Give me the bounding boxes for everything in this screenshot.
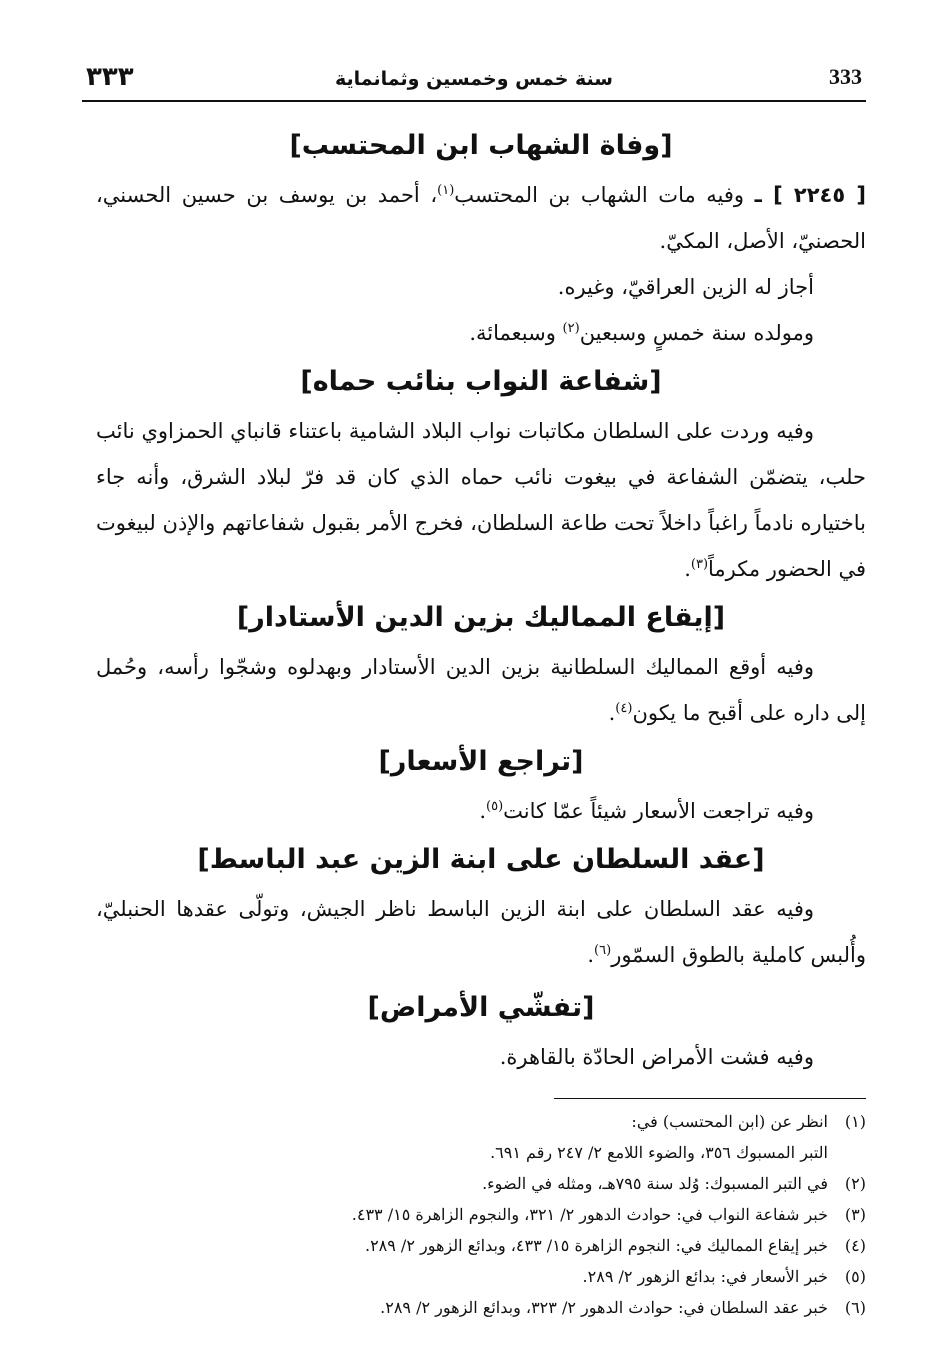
paragraph: أجاز له الزين العراقيّ، وغيره.	[557, 275, 814, 299]
entry-number: [ ٢٢٤٥ ] ـ	[754, 183, 866, 207]
footnote-ref: (٥)	[486, 799, 504, 814]
footnote-ref: (٣)	[690, 557, 709, 572]
section-heading: [تراجع الأسعار]	[378, 746, 584, 777]
footnote: (٥)خبر الأسعار في: بدائع الزهور ٢/ ٢٨٩.	[96, 1261, 866, 1292]
footnote-continuation: التبر المسبوك ٣٥٦، والضوء اللامع ٢/ ٢٤٧ رقم ٦٩١.	[490, 1143, 828, 1162]
section-heading: [شفاعة النواب بنائب حماه]	[300, 366, 662, 397]
footnote-ref: (٢)	[562, 321, 580, 336]
footnote-mark: (١)	[844, 1112, 866, 1131]
section-heading: [إيقاع المماليك بزين الدين الأستادار]	[236, 602, 726, 633]
footnote-ref: (٦)	[594, 943, 612, 958]
footnotes	[96, 1106, 866, 1323]
entry-paragraph: [ ٢٢٤٥ ] ـ وفيه مات الشهاب بن المحتسب$^{(١)}$، أحمد بن يوسف بن حسين الحسني، الحصنيّ، الأصل، المكيّ.	[96, 183, 866, 253]
main-text	[96, 120, 866, 1080]
footnote: (٤)خبر إيقاع المماليك في: النجوم الزاهرة ١٥/ ٤٣٣، وبدائع الزهور ٢/ ٢٨٩.	[96, 1230, 866, 1261]
footnote-mark: (٥)	[844, 1267, 866, 1286]
footnote: (٦)خبر عقد السلطان في: حوادث الدهور ٢/ ٣٢٣، وبدائع الزهور ٢/ ٢٨٩.	[96, 1292, 866, 1323]
footnote-ref: (٤)	[615, 701, 633, 716]
running-title: سنة خمس وخمسين وثمانماية	[334, 68, 613, 90]
paragraph: وفيه عقد السلطان على ابنة الزين الباسط ناظر الجيش، وتولّى عقدها الحنبليّ، وأُلبس كاملية بالطوق السمّور$^{(٦)}$.	[96, 897, 866, 967]
page-number-latin: 333	[829, 64, 862, 89]
footnote-ref: (١)	[437, 183, 455, 198]
paragraph: ومولده سنة خمسٍ وسبعين$^{(٢)}$ وسبعمائة.	[469, 321, 814, 345]
footnote-mark: (٢)	[844, 1174, 866, 1193]
footnote: (١)انظر عن (ابن المحتسب) في:	[96, 1106, 866, 1137]
footnote-mark: (٦)	[844, 1298, 866, 1317]
footnote: (٢)في التبر المسبوك: وُلد سنة ٧٩٥هـ، ومثله في الضوء.	[96, 1168, 866, 1199]
paragraph: وفيه وردت على السلطان مكاتبات نواب البلاد الشامية باعتناء قانباي الحمزاوي نائب حلب، يتضمّن الشفاعة في بيغوت نائب حماه الذي كان قد فرّ لبلاد الشرق، وأنه جاء باختياره نادماً راغباً داخلاً تحت طاعة السلطان، فخرج الأمر بقبول شفاعاتهم والإذن لبيغوت في الحضور مكرماً$^{(٣)}$.	[96, 419, 866, 581]
footnote-mark: (٣)	[844, 1205, 866, 1224]
page-number-arabic: ٣٣٣	[86, 62, 134, 92]
running-header	[82, 60, 866, 102]
paragraph: وفيه فشت الأمراض الحادّة بالقاهرة.	[499, 1045, 814, 1069]
footnote-mark: (٤)	[844, 1236, 866, 1255]
paragraph: وفيه أوقع المماليك السلطانية بزين الدين الأستادار وبهدلوه وشجّوا رأسه، وحُمل إلى داره على أقبح ما يكون$^{(٤)}$.	[96, 655, 866, 725]
section-heading: [عقد السلطان على ابنة الزين عبد الباسط]	[197, 844, 765, 875]
footnote-separator	[554, 1098, 866, 1099]
section-heading: [تفشّي الأمراض]	[367, 992, 595, 1023]
section-heading: [وفاة الشهاب ابن المحتسب]	[289, 130, 673, 161]
paragraph: وفيه تراجعت الأسعار شيئاً عمّا كانت$^{(٥)}$.	[479, 799, 814, 823]
footnote: (٣)خبر شفاعة النواب في: حوادث الدهور ٢/ ٣٢١، والنجوم الزاهرة ١٥/ ٤٣٣.	[96, 1199, 866, 1230]
